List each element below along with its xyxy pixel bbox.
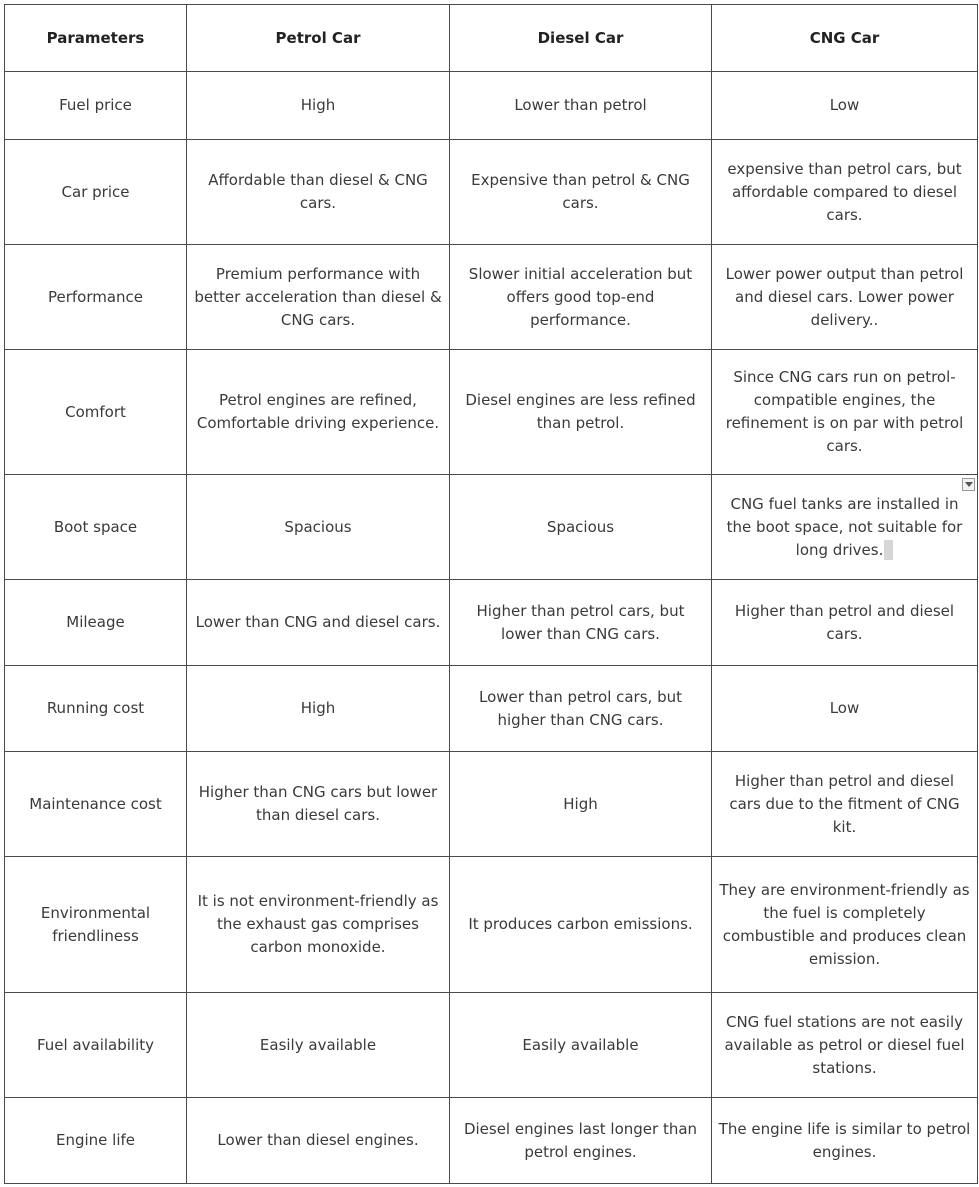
diesel-cell: Diesel engines are less refined than petrol. — [450, 350, 712, 475]
table-row — [5, 993, 978, 1098]
diesel-cell: Higher than petrol cars, but lower than CNG cars. — [450, 580, 712, 666]
cng-cell: The engine life is similar to petrol engines. — [712, 1098, 978, 1184]
row-parameter: Performance — [5, 245, 187, 350]
row-parameter: Comfort — [5, 350, 187, 475]
text-cursor — [884, 540, 893, 560]
dropdown-button[interactable] — [962, 478, 975, 491]
table-header-row — [5, 5, 978, 72]
table-row — [5, 666, 978, 752]
petrol-cell: It is not environment-friendly as the exhaust gas comprises carbon monoxide. — [187, 857, 450, 993]
petrol-cell: High — [187, 72, 450, 140]
petrol-cell: High — [187, 666, 450, 752]
diesel-cell: Slower initial acceleration but offers good top-end performance. — [450, 245, 712, 350]
table-row — [5, 245, 978, 350]
cng-cell — [712, 475, 978, 580]
row-parameter: Maintenance cost — [5, 752, 187, 857]
petrol-cell: Lower than diesel engines. — [187, 1098, 450, 1184]
diesel-cell: Lower than petrol cars, but higher than CNG cars. — [450, 666, 712, 752]
cng-cell: Higher than petrol and diesel cars. — [712, 580, 978, 666]
table-row — [5, 580, 978, 666]
row-parameter: Car price — [5, 140, 187, 245]
diesel-cell: High — [450, 752, 712, 857]
petrol-cell: Affordable than diesel & CNG cars. — [187, 140, 450, 245]
table-row — [5, 1098, 978, 1184]
cng-cell: They are environment-friendly as the fuel is completely combustible and produces clean emission. — [712, 857, 978, 993]
cng-cell: Lower power output than petrol and diesel cars. Lower power delivery.. — [712, 245, 978, 350]
row-parameter: Fuel availability — [5, 993, 187, 1098]
row-parameter: Environmental friendliness — [5, 857, 187, 993]
header-diesel-car: Diesel Car — [450, 5, 712, 72]
diesel-cell: Spacious — [450, 475, 712, 580]
petrol-cell: Higher than CNG cars but lower than diesel cars. — [187, 752, 450, 857]
cng-cell: Higher than petrol and diesel cars due to the fitment of CNG kit. — [712, 752, 978, 857]
diesel-cell: Lower than petrol — [450, 72, 712, 140]
table-row — [5, 350, 978, 475]
table-row — [5, 140, 978, 245]
diesel-cell: Expensive than petrol & CNG cars. — [450, 140, 712, 245]
cng-cell: CNG fuel stations are not easily available as petrol or diesel fuel stations. — [712, 993, 978, 1098]
row-parameter: Running cost — [5, 666, 187, 752]
petrol-cell: Easily available — [187, 993, 450, 1098]
header-parameters: Parameters — [5, 5, 187, 72]
diesel-cell: Easily available — [450, 993, 712, 1098]
cng-cell: expensive than petrol cars, but affordable compared to diesel cars. — [712, 140, 978, 245]
table-row — [5, 475, 978, 580]
header-cng-car: CNG Car — [712, 5, 978, 72]
row-parameter: Engine life — [5, 1098, 187, 1184]
table-row — [5, 72, 978, 140]
diesel-cell: Diesel engines last longer than petrol engines. — [450, 1098, 712, 1184]
row-parameter: Fuel price — [5, 72, 187, 140]
diesel-cell: It produces carbon emissions. — [450, 857, 712, 993]
row-parameter: Mileage — [5, 580, 187, 666]
petrol-cell: Premium performance with better acceleration than diesel & CNG cars. — [187, 245, 450, 350]
petrol-cell: Spacious — [187, 475, 450, 580]
cng-cell: Low — [712, 72, 978, 140]
petrol-cell: Lower than CNG and diesel cars. — [187, 580, 450, 666]
row-parameter: Boot space — [5, 475, 187, 580]
cng-cell-text: CNG fuel tanks are installed in the boot space, not suitable for long drives. — [726, 494, 963, 559]
comparison-table — [4, 4, 978, 1184]
header-petrol-car: Petrol Car — [187, 5, 450, 72]
cng-cell: Low — [712, 666, 978, 752]
table-row — [5, 752, 978, 857]
petrol-cell: Petrol engines are refined, Comfortable driving experience. — [187, 350, 450, 475]
cng-cell: Since CNG cars run on petrol-compatible engines, the refinement is on par with petrol cars. — [712, 350, 978, 475]
table-row — [5, 857, 978, 993]
